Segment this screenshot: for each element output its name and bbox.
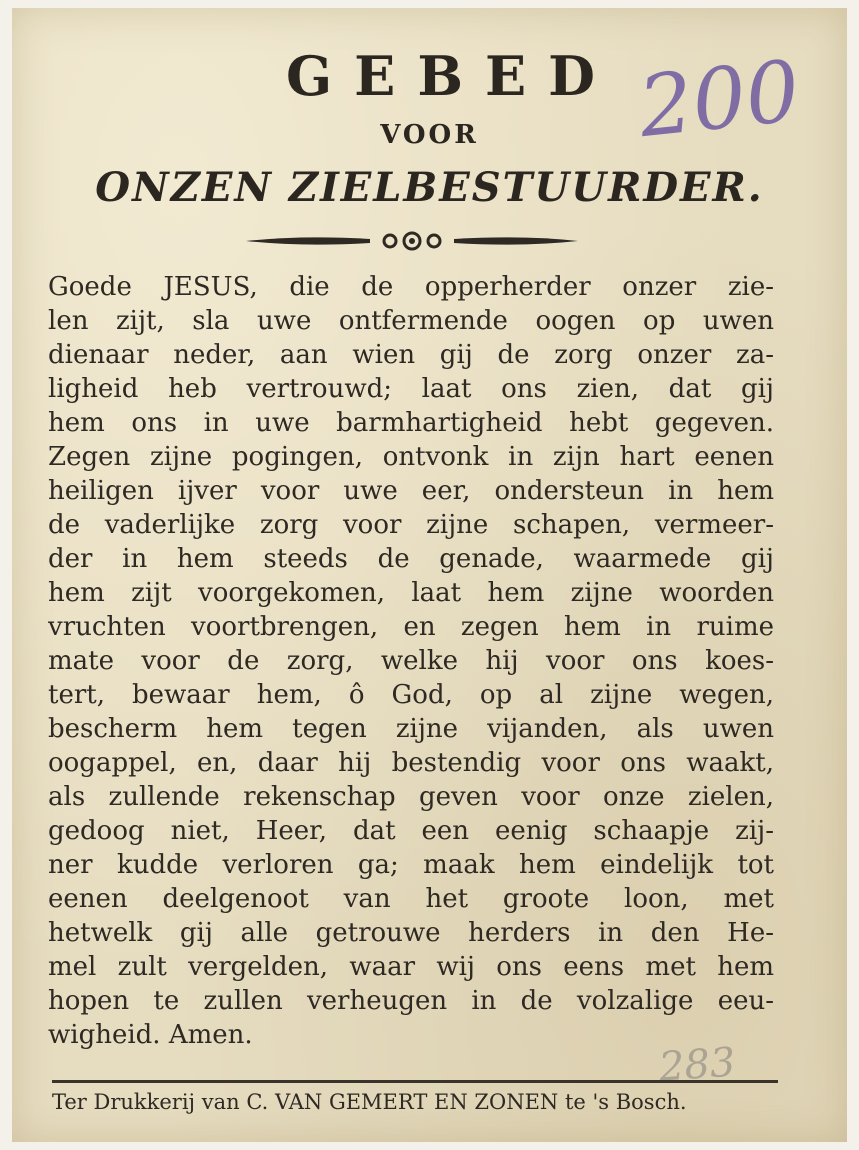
text-line: mate voor de zorg, welke hij voor ons koes-	[48, 646, 774, 676]
text-line: hopen te zullen verheugen in de volzalige eeu-	[48, 986, 774, 1016]
text-line: der in hem steeds de genade, waarmede gij	[48, 544, 774, 574]
printer-imprint: Ter Drukkerij van C. VAN GEMERT EN ZONEN te 's Bosch.	[52, 1090, 687, 1114]
title-gebed: GEBED	[286, 44, 617, 108]
text-line: Zegen zijne pogingen, ontvonk in zijn hart eenen	[48, 442, 774, 472]
text-line-last: wigheid. Amen.	[48, 1020, 253, 1050]
title-onzen-zielbestuurder: ONZEN ZIELBESTUURDER.	[95, 164, 764, 211]
ornament-divider	[242, 226, 582, 256]
text-line: als zullende rekenschap geven voor onze zielen,	[48, 782, 774, 812]
title-voor: VOOR	[380, 120, 479, 150]
text-line: ner kudde verloren ga; maak hem eindelijk tot	[48, 850, 774, 880]
text-line: hem ons in uwe barmhartigheid hebt gegeven.	[48, 408, 774, 438]
text-line: heiligen ijver voor uwe eer, ondersteun in hem	[48, 476, 774, 506]
text-line: oogappel, en, daar hij bestendig voor ons waakt,	[48, 748, 774, 778]
pencil-number-bottom: 283	[657, 1039, 737, 1091]
text-line: bescherm hem tegen zijne vijanden, als uwen	[48, 714, 774, 744]
text-line: ligheid heb vertrouwd; laat ons zien, dat gij	[48, 374, 774, 404]
printed-sheet	[12, 8, 847, 1142]
text-line: hem zijt voorgekomen, laat hem zijne woorden	[48, 578, 774, 608]
text-line: vruchten voortbrengen, en zegen hem in ruime	[48, 612, 774, 642]
prayer-text	[48, 270, 774, 1052]
text-line: eenen deelgenoot van het groote loon, met	[48, 884, 774, 914]
text-line: tert, bewaar hem, ô God, op al zijne wegen,	[48, 680, 774, 710]
text-line: len zijt, sla uwe ontfermende oogen op uwen	[48, 306, 774, 336]
text-line: de vaderlijke zorg voor zijne schapen, vermeer-	[48, 510, 774, 540]
text-line: mel zult vergelden, waar wij ons eens met hem	[48, 952, 774, 982]
text-line: Goede JESUS, die de opperherder onzer zie-	[48, 272, 774, 302]
text-line: gedoog niet, Heer, dat een eenig schaapje zij-	[48, 816, 774, 846]
handwritten-number-top: 200	[633, 41, 804, 157]
text-line: hetwelk gij alle getrouwe herders in den He-	[48, 918, 774, 948]
footer-rule	[52, 1080, 778, 1083]
text-line: dienaar neder, aan wien gij de zorg onzer za-	[48, 340, 774, 370]
